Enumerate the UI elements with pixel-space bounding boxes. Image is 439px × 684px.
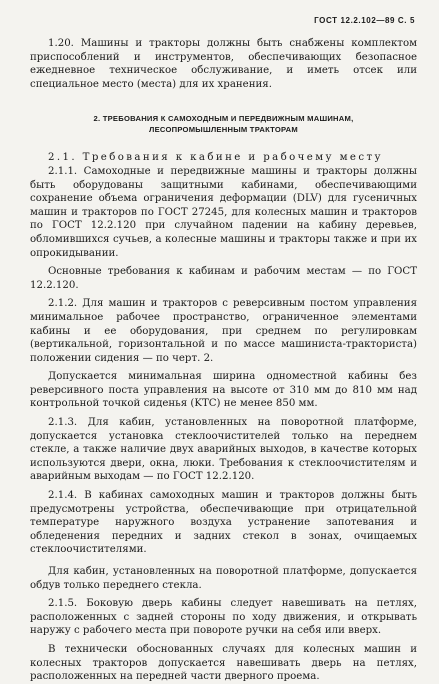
- paragraph-front-glass: Для кабин, установленных на поворотной платформе, допускается обдув только переднего стекла.: [30, 566, 417, 591]
- paragraph-2-1-4: 2.1.4. В кабинах самоходных машин и тракторов должны быть предусмотрены устройства, обеспечивающие при отрицательной температуре наружного воздуха устранение запотевания и обледенения передних и задних стекол в зонах, очищаемых стеклоочистителями.: [30, 490, 417, 556]
- section-title-line-2: ЛЕСОПРОМЫШЛЕННЫМ ТРАКТОРАМ: [149, 125, 298, 135]
- section-title-line-1: 2. ТРЕБОВАНИЯ К САМОХОДНЫМ И ПЕРЕДВИЖНЫМ МАШИНАМ,: [93, 114, 354, 124]
- paragraph-2-1-5: 2.1.5. Боковую дверь кабины следует навешивать на петлях, расположенных с задней стороны по ходу движения, и открывать наружу с рабочего места при повороте ручки на себя или вверх.: [30, 598, 417, 637]
- paragraph-2-1-2: 2.1.2. Для машин и тракторов с реверсивным постом управления минимальное рабочее пространство, ограниченное элементами кабины и ее оборудования, при среднем по регулировкам (вертикальной, горизонтальной и по массе машиниста-тракториста) положении сидения — по черт. 2.: [30, 298, 417, 364]
- paragraph-1-20: 1.20. Машины и тракторы должны быть снабжены комплектом приспособлений и инструментов, обеспечивающих безопасное ежедневное техническое обслуживание, и иметь отсек или специальное место (места) для их хранения.: [30, 38, 417, 90]
- paragraph-2-1-1: 2.1.1. Самоходные и передвижные машины и тракторы должны быть оборудованы защитными кабинами, обеспечивающими сохранение объема ограничения деформации (DLV) для гусеничных машин и тракторов по ГОСТ 27245, для колесных машин и тракторов по ГОСТ 12.2.120 при случайном падении на кабину деревьев, обломившихся сучьев, а колесные машины и тракторы также и при их опрокидывании.: [30, 165, 417, 259]
- subsection-2-1: 2.1. Требования к кабине и рабочему месту: [48, 152, 383, 164]
- section-title: [30, 113, 417, 135]
- paragraph-2-1-3: 2.1.3. Для кабин, установленных на поворотной платформе, допускается установка стеклоочистителей только на переднем стекле, а также наличие двух аварийных выходов, в качестве которых используются двери, окна, люки. Требования к стеклоочистителям и аварийным выходам — по ГОСТ 12.2.120.: [30, 417, 417, 483]
- page-header: ГОСТ 12.2.102—89 С. 5: [314, 16, 415, 25]
- paragraph-cabin-width: Допускается минимальная ширина одноместной кабины без реверсивного поста управления на высоте от 310 мм до 810 мм над контрольной точкой сиденья (KTC) не менее 850 мм.: [30, 371, 417, 410]
- paragraph-basic-requirements: Основные требования к кабинам и рабочим местам — по ГОСТ 12.2.120.: [30, 266, 417, 291]
- paragraph-door-hinges: В технически обоснованных случаях для колесных машин и колесных тракторов допускается навешивать дверь на петлях, расположенных на передней части дверного проема.: [30, 643, 417, 683]
